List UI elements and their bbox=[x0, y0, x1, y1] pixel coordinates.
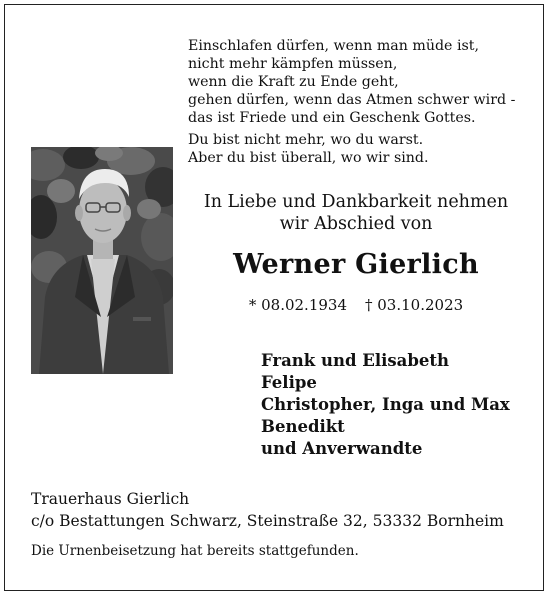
mourner-line: und Anverwandte bbox=[261, 439, 423, 458]
mourners-list bbox=[261, 350, 541, 460]
address-line: Trauerhaus Gierlich bbox=[31, 490, 190, 508]
poem-line: Du bist nicht mehr, wo du warst. bbox=[188, 132, 424, 148]
birth-date: * 08.02.1934 bbox=[248, 296, 347, 314]
poem-line: das ist Friede und ein Geschenk Gottes. bbox=[188, 110, 476, 126]
mourner-line: Felipe bbox=[261, 373, 317, 392]
deceased-name: Werner Gierlich bbox=[233, 249, 479, 280]
mourner-line: Frank und Elisabeth bbox=[261, 351, 450, 370]
mourner-line: Christopher, Inga und Max bbox=[261, 395, 510, 414]
poem-line: nicht mehr kämpfen müssen, bbox=[188, 56, 398, 72]
poem-line: Aber du bist überall, wo wir sind. bbox=[188, 150, 429, 166]
poem-line: Einschlafen dürfen, wenn man müde ist, bbox=[188, 38, 479, 54]
mourner-line: Benedikt bbox=[261, 417, 345, 436]
portrait-photo bbox=[31, 147, 173, 374]
death-date: † 03.10.2023 bbox=[365, 296, 464, 314]
poem-stanza-1 bbox=[188, 37, 528, 127]
intro-line: wir Abschied von bbox=[279, 214, 433, 234]
poem-line: wenn die Kraft zu Ende geht, bbox=[188, 74, 399, 90]
intro-line: In Liebe und Dankbarkeit nehmen bbox=[203, 192, 509, 212]
burial-note: Die Urnenbeisetzung hat bereits stattgefunden. bbox=[31, 543, 359, 559]
poem-stanza-2 bbox=[188, 131, 528, 167]
life-dates bbox=[186, 294, 526, 316]
poem-line: gehen dürfen, wenn das Atmen schwer wird - bbox=[188, 92, 516, 108]
poem bbox=[188, 37, 528, 167]
farewell-intro bbox=[186, 191, 526, 235]
address-line: c/o Bestattungen Schwarz, Steinstraße 32, 53332 Bornheim bbox=[31, 512, 504, 530]
mourning-address bbox=[31, 488, 531, 532]
